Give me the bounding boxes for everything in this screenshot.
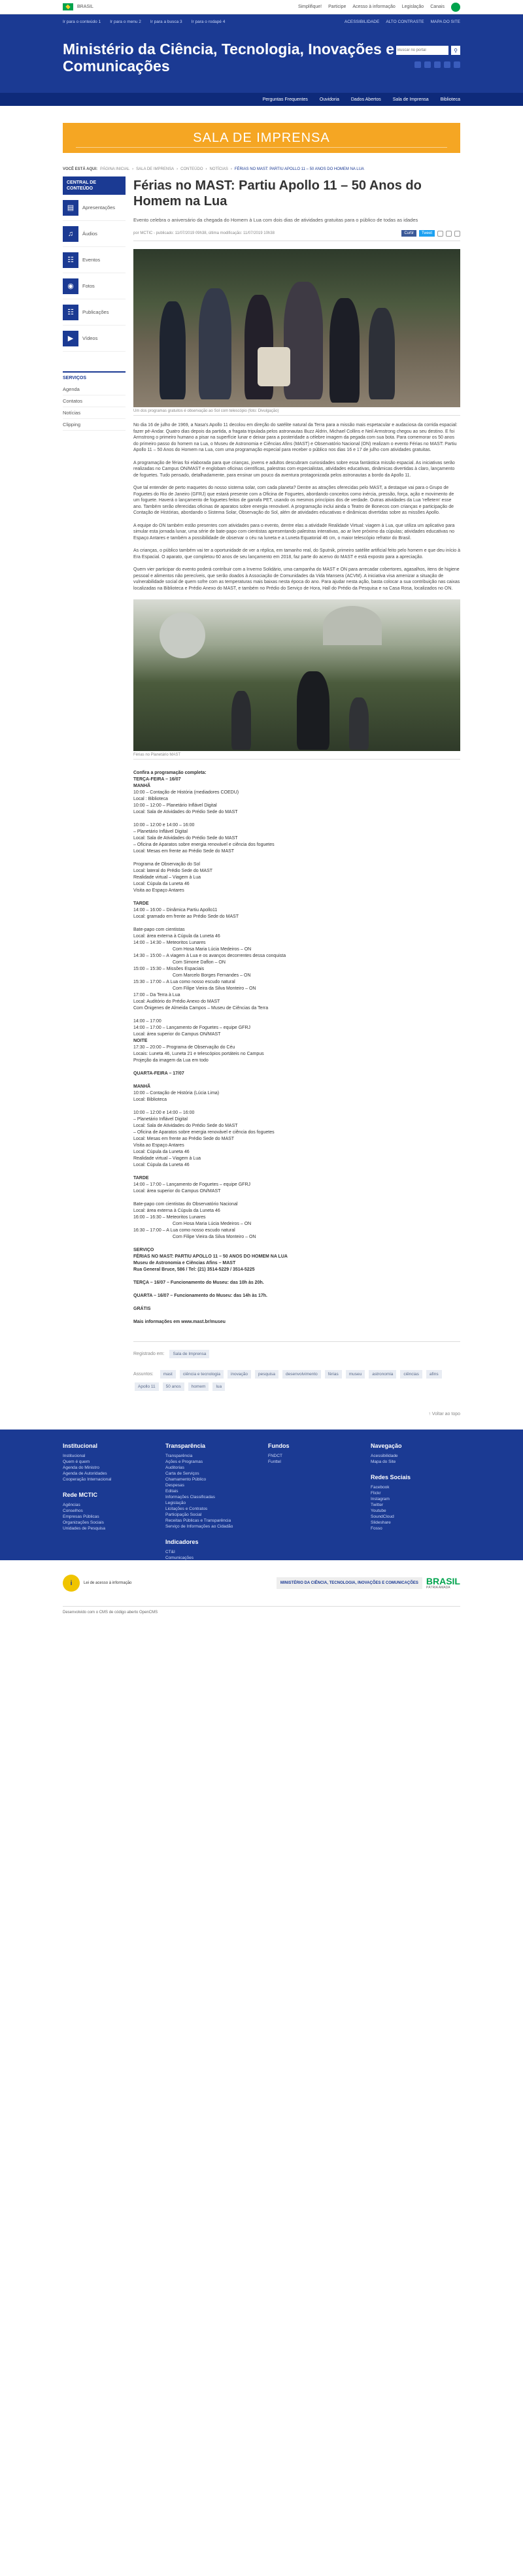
program-schedule	[133, 770, 460, 1326]
sidebar-item-label: Vídeos	[82, 335, 98, 341]
footer-link[interactable]: Serviço de Informações ao Cidadão	[165, 1524, 233, 1529]
program-spacer	[133, 1286, 460, 1293]
program-spacer	[133, 1313, 460, 1319]
footer-column	[268, 1443, 358, 1561]
program-line: 15:00 – 15:30 – Missões Espaciais	[133, 967, 205, 971]
search-icon[interactable]: ⚲	[451, 46, 460, 55]
footer-link[interactable]: Despesas	[165, 1483, 184, 1488]
program-line: – Planetário Inflável Digital	[133, 829, 188, 834]
program-line: 10:00 – Contação de História (Lúcia Lima)	[133, 1091, 220, 1096]
tag-link[interactable]: afins	[426, 1370, 442, 1379]
gov-link[interactable]: Legislação	[401, 5, 424, 9]
footer-link[interactable]: Auditorias	[165, 1465, 184, 1470]
skip-link[interactable]: Ir para o menu 2	[110, 20, 141, 24]
footer-column	[63, 1443, 152, 1561]
tag-link[interactable]: 50 anos	[163, 1382, 184, 1391]
program-line: 14:30 – 15:00 – A viagem à Lua e os avanços decorrentes dessa conquista	[133, 954, 286, 958]
calendar-icon: ☷	[63, 252, 78, 268]
article-meta: por MCTIC - publicado: 11/07/2019 09h38, última modificação: 11/07/2019 10h38	[133, 231, 275, 235]
program-line: 17:00 – Da Terra à Lua	[133, 993, 180, 997]
sidebar-heading: CENTRAL DE CONTEÚDO	[63, 176, 126, 195]
footer-heading: Indicadores	[165, 1539, 199, 1545]
tags-label: Assuntos:	[133, 1372, 154, 1377]
article	[133, 176, 460, 1416]
program-line: – Planetário Inflável Digital	[133, 1117, 188, 1122]
sidebar-item-audios[interactable]	[63, 221, 126, 247]
program-line: Local: área externa à Cúpula da Luneta 46	[133, 934, 220, 939]
breadcrumb-item[interactable]: SALA DE IMPRENSA	[136, 167, 175, 171]
footer-link[interactable]: Empresas Públicas	[63, 1514, 99, 1519]
program-line: 10:00 – 12:00 – Planetário Inflável Digital	[133, 803, 217, 808]
program-spacer	[133, 1273, 460, 1280]
nav-item-press-room[interactable]: Sala de Imprensa	[392, 97, 429, 102]
tag-link[interactable]: mast	[160, 1370, 176, 1379]
tag-link[interactable]: Apollo 11	[135, 1382, 159, 1391]
email-icon[interactable]	[446, 231, 452, 237]
footer-link[interactable]: Flickr	[371, 1491, 381, 1496]
program-line: Visita ao Espaço Antares	[133, 888, 184, 893]
photo-caption: Um dos programas gratuitos é observação ao Sol com telescópio (foto: Divulgação)	[133, 407, 460, 416]
instagram-icon[interactable]	[454, 61, 460, 68]
sidebar-link-clipping[interactable]: Clipping	[63, 419, 126, 431]
section-banner	[63, 123, 460, 153]
gov-link[interactable]: Simplifique!	[297, 5, 322, 9]
footer-column	[371, 1443, 460, 1561]
program-line: QUARTA-FEIRA – 17/07	[133, 1071, 184, 1076]
program-spacer	[133, 1012, 460, 1018]
program-line: Museu de Astronomia e Ciências Afins – MAST	[133, 1261, 236, 1265]
developer-credit: Desenvolvido com o CMS de código aberto OpenCMS	[63, 1606, 460, 1620]
footer-link[interactable]: Chamamento Público	[165, 1477, 207, 1482]
program-line: Local: gramado em frente ao Prédio Sede do MAST	[133, 914, 239, 919]
tag-link[interactable]: desenvolvimento	[282, 1370, 321, 1379]
top-nav	[0, 93, 523, 106]
facebook-like-button[interactable]: Curtir	[401, 230, 416, 237]
government-brand	[277, 1577, 460, 1590]
footer-link[interactable]: SoundCloud	[371, 1514, 394, 1519]
program-line: Confira a programação completa:	[133, 771, 207, 775]
program-line: Local: Cúpula da Luneta 46	[133, 1150, 190, 1154]
program-line: Local: Biblioteca	[133, 1097, 167, 1102]
gov-link[interactable]: Canais	[430, 5, 445, 9]
program-line: 17:30 – 20:00 – Programa de Observação do Céu	[133, 1045, 235, 1050]
sidebar-item-publications[interactable]	[63, 299, 126, 326]
program-line: Bate-papo com cientistas	[133, 928, 185, 932]
footer-link[interactable]: Agenda do Ministro	[63, 1465, 100, 1470]
information-icon: i	[63, 1575, 80, 1592]
program-line: NOITE	[133, 1039, 148, 1043]
program-line: QUARTA – 16/07 – Funcionamento do Museu: das 14h às 17h.	[133, 1294, 267, 1298]
footer-link[interactable]: Funttel	[268, 1460, 281, 1464]
program-line: Realidade virtual – Viagem à Lua	[133, 1156, 201, 1161]
accessibility-link[interactable]: ACESSIBILIDADE	[344, 20, 380, 24]
footer-link[interactable]: Agências	[63, 1503, 80, 1507]
registered-label: Registrado em:	[133, 1352, 165, 1356]
gov-bar-country[interactable]: BRASIL	[77, 5, 93, 9]
footer-link[interactable]: Legislação	[165, 1501, 186, 1505]
program-line: TERÇA – 16/07 – Funcionamento do Museu: das 10h às 20h.	[133, 1280, 264, 1285]
footer-link[interactable]: Organizações Sociais	[63, 1520, 104, 1525]
high-contrast-link[interactable]: ALTO CONTRASTE	[386, 20, 424, 24]
program-spacer	[133, 816, 460, 822]
lai-link[interactable]	[63, 1575, 131, 1592]
article-paragraph: As crianças, o público também vai ter a oportunidade de ver a réplica, em tamanho real, do Sputnik, primeiro satélite artificial feito pelo homem e que deu início à Era Espacial. O aparato, que completou 60 anos de seu lançamento em 2018, faz parte do acervo do MAST e está exposto para a apreciação.	[133, 548, 460, 560]
gov-link[interactable]: Acesso à informação	[352, 5, 396, 9]
footer-heading: Navegação	[371, 1443, 402, 1449]
footer-link[interactable]: Transparência	[165, 1454, 193, 1458]
program-line: 10:00 – Contação de História (mediadores COEDU)	[133, 790, 239, 795]
program-spacer	[133, 1077, 460, 1084]
brasil-logo[interactable]: BRASIL	[426, 1576, 460, 1586]
footer-link[interactable]: Cooperação Internacional	[63, 1477, 112, 1482]
program-line: 14:00 – 17:00 – Lançamento de Foguetes – equipe GFRJ	[133, 1182, 251, 1187]
arrow-up-icon: ↑	[428, 1412, 431, 1416]
program-line: Local: Sala de Atividades do Prédio Sede do MAST	[133, 810, 238, 814]
camera-icon: ◉	[63, 278, 78, 294]
tag-link[interactable]: homem	[188, 1382, 209, 1391]
registered-in	[133, 1348, 460, 1360]
skip-link[interactable]: Ir para o conteúdo 1	[63, 20, 101, 24]
program-line: 16:30 – 17:00 – A Lua como nosso escudo natural	[133, 1228, 235, 1233]
gov-bar	[0, 0, 523, 14]
tag-link[interactable]: astronomia	[369, 1370, 396, 1379]
program-line: TERÇA-FEIRA – 16/07	[133, 777, 181, 782]
page-body	[63, 176, 460, 1416]
program-line: 14:00 – 17:00 – Lançamento de Foguetes – equipe GFRJ	[133, 1026, 251, 1030]
program-line: Realidade virtual – Viagem à Lua	[133, 875, 201, 880]
footer-link[interactable]: Facebook	[371, 1485, 390, 1490]
program-line: Com Simone Daflon – ON	[173, 960, 226, 965]
tags-row	[133, 1369, 460, 1392]
gov-bar-links	[298, 3, 460, 12]
program-line: 14:00 – 17:00	[133, 1019, 161, 1024]
program-spacer	[133, 1169, 460, 1175]
sidebar-link-agenda[interactable]: Agenda	[63, 384, 126, 395]
sidebar-item-label: Apresentações	[82, 205, 116, 210]
program-line: Rua General Bruce, 586 / Tel: (21) 3514-5229 / 3514-5225	[133, 1267, 255, 1272]
presentation-icon: ▤	[63, 200, 78, 216]
article-photo-observatory[interactable]	[133, 599, 460, 751]
article-paragraph: Quem vier participar do evento poderá contribuir com a Inverno Solidário, uma campanha do MAST e ON para arrecadar cobertores, agasalhos, itens de higiene pessoal e alimentos não perecíveis, que serão doados à Associação de Comunidades da Vida Mansera (ACVM). A iniciativa visa amenizar a situação de vulnerabilidade social de quem sofre com as temperaturas mais baixas nesta época do ano. Para ajudar nesta ação, basta colocar a sua contribuição nas caixas localizadas na Biblioteca e Prédio Anexo do MAST, e também no Prédio do Serviço de Hora, Hall do Prédio da Pesquisa e na Casa Rosa, localizados no ON.	[133, 567, 460, 591]
footer-link[interactable]: Twitter	[371, 1503, 384, 1507]
site-title[interactable]: Ministério da Ciência, Tecnologia, Inovações e Comunicações	[63, 41, 394, 75]
brasil-badge-icon[interactable]	[451, 3, 460, 12]
gov-link[interactable]: Participe	[328, 5, 346, 9]
breadcrumb-item[interactable]: PÁGINA INICIAL	[100, 167, 130, 171]
footer-link[interactable]: Licitações e Contratos	[165, 1507, 208, 1511]
program-line: Com Marcelo Borges Fernandes – ON	[173, 973, 251, 978]
accessibility-shortcuts	[63, 20, 225, 24]
program-line: 14:00 – 16:00 – Dinâmica Partiu Apollo11	[133, 908, 218, 912]
article-lead: Evento celebra o aniversário da chegada do Homem à Lua com dois dias de atividades gratuitas para o público de todas as idades	[133, 217, 418, 223]
tag-link[interactable]: ciência e tecnologia	[180, 1370, 224, 1379]
program-line: – Oficina de Aparatos sobre energia renovável e ciência dos foguetes	[133, 843, 275, 847]
program-line: Com Ōnigenes de Almeida Campos – Museu de Ciências da Terra	[133, 1006, 269, 1011]
program-line: Bate-papo com cientistas do Observatório Nacional	[133, 1202, 238, 1207]
program-spacer	[133, 1299, 460, 1306]
brasil-tagline: PÁTRIA AMADA	[426, 1586, 450, 1590]
footer-link[interactable]: Mapa do Site	[371, 1460, 396, 1464]
tag-link[interactable]: ciências	[400, 1370, 422, 1379]
social-icons	[414, 61, 460, 68]
page-title: Férias no MAST: Partiu Apollo 11 – 50 Anos do Homem na Lua	[133, 178, 422, 209]
article-photo-crowd[interactable]	[133, 249, 460, 407]
breadcrumb: VOCÊ ESTÁ AQUI: PÁGINA INICIAL › SALA DE IMPRENSA › CONTEÚDO › NOTÍCIAS › FÉRIAS NO MAST: PARTIU APOLLO 11 – 50 ANOS DO HOMEM NA LUA	[63, 167, 364, 171]
nav-item-library[interactable]: Biblioteca	[440, 97, 460, 102]
share-tools	[401, 230, 460, 237]
program-spacer	[133, 1103, 460, 1110]
twitter-icon[interactable]	[424, 61, 431, 68]
breadcrumb-item[interactable]: NOTÍCIAS	[209, 167, 228, 171]
program-line: Local: área superior do Campus ON/MAST	[133, 1189, 221, 1194]
footer-heading: Fundos	[268, 1443, 290, 1449]
breadcrumb-item[interactable]: CONTEÚDO	[180, 167, 203, 171]
program-line: Com Filipe Vieira da Silva Monteiro – ON	[173, 1235, 256, 1239]
article-body	[133, 422, 460, 592]
program-line: Local: Cúpula da Luneta 46	[133, 882, 190, 886]
sidebar-item-photos[interactable]	[63, 273, 126, 299]
program-line: Local: área superior do Campus ON/MAST	[133, 1032, 221, 1037]
sidebar	[63, 176, 126, 1416]
sidebar-item-label: Publicações	[82, 309, 109, 315]
photo-caption: Férias no Planetário MAST	[133, 751, 460, 760]
program-line: SERVIÇO	[133, 1248, 154, 1252]
program-line: Com Hosa Maria Lúcia Medeiros – ON	[173, 947, 252, 952]
sidebar-item-videos[interactable]	[63, 326, 126, 352]
accessibility-options	[345, 20, 460, 24]
program-line: 10:00 – 12:00 e 14:00 – 16:00	[133, 1111, 195, 1115]
program-line: Local: Auditório do Prédio Anexo do MAST	[133, 999, 220, 1004]
program-line: Com Hosa Maria Lúcia Medeiros – ON	[173, 1222, 252, 1226]
article-paragraph: A equipe do ON também estão presentes com atividades para o evento, dentre elas a atividade Realidade Virtual: viagem à Lua, que utiliza um aplicativo para simular esta jornada lunar, uma série de bate-papo com cientistas apresentando palestras interativas, ao ar livre próximo da cúpulas; atividades educativas no Espaço Antares e também a possibilidade de observar o céu na luneta e a Luneta Equatorial 46 cm, o maior telescópio refrator do Brasil.	[133, 523, 455, 541]
tags-box	[133, 1341, 460, 1392]
program-spacer	[133, 1064, 460, 1071]
footer-heading: Institucional	[63, 1443, 98, 1449]
tag-link[interactable]: lua	[212, 1382, 225, 1391]
sidebar-item-label: Fotos	[82, 283, 95, 289]
youtube-icon[interactable]	[434, 61, 441, 68]
program-spacer	[133, 1195, 460, 1201]
sidebar-item-events[interactable]	[63, 247, 126, 273]
program-line: Com Filipe Vieira da Silva Monteiro – ON	[173, 986, 256, 991]
article-paragraph: Que tal entender de perto maquetes do nosso sistema solar, com cada planeta? Dentre as atrações oferecidas pelo MAST, a destaque vai para o Grupo de Foguetes do Rio de Janeiro (GFRJ) que estará presente com a Oficina de Foguetes, abordando conceitos como inércia, pressão, força, ação e movimento de um foguete. Haverá o lançamento de foguetes feitos de garrafa PET, usando os mesmos princípios dos de verdade. Outras atividades da Lua 'refletem' esse ano. Também serão oferecidas oficinas de aparatos sobre energia renovável. A programação inclui ainda o Teatro de Bonecos com crianças e participação de Contação de Histórias, abordando o Sistema Solar, Observação do Sol, além de atividades educativas e dinâmicas divertidas sobre as missões Apollo.	[133, 486, 454, 515]
program-spacer	[133, 1241, 460, 1247]
footer-link[interactable]: Acessibilidade	[371, 1454, 398, 1458]
footer-column	[165, 1443, 255, 1561]
program-line: 15:30 – 17:00 – A Lua como nosso escudo natural	[133, 980, 235, 984]
program-line: Visita ao Espaço Antares	[133, 1143, 184, 1148]
program-line: MANHÃ	[133, 784, 151, 788]
footer-link[interactable]: Participação Social	[165, 1513, 202, 1517]
program-line: GRÁTIS	[133, 1307, 151, 1311]
tag-link[interactable]: museu	[346, 1370, 365, 1379]
skip-link[interactable]: Ir para a busca 3	[150, 20, 182, 24]
footer-heading: Transparência	[165, 1443, 206, 1449]
program-line: Mais informações em www.mast.br/museu	[133, 1320, 226, 1324]
footer-link[interactable]: Quem é quem	[63, 1460, 90, 1464]
program-line: Local: Cúpula da Luneta 46	[133, 1163, 190, 1167]
program-line: Local: área externa à Cúpula da Luneta 46	[133, 1209, 220, 1213]
banner-title: SALA DE IMPRENSA	[193, 130, 330, 145]
program-line: 10:00 – 12:00 e 14:00 – 16:00	[133, 823, 195, 828]
article-meta-row	[133, 230, 460, 241]
footer-link[interactable]: Comunicações	[165, 1556, 194, 1560]
gov-bar-left	[63, 3, 93, 10]
footer-link[interactable]: Institucional	[63, 1454, 86, 1458]
program-line: Local: Sala de Atividades do Prédio Sede do MAST	[133, 1124, 238, 1128]
program-line: Locais: Luneta 46, Luneta 21 e telescópios portáteis no Campus	[133, 1052, 264, 1056]
sidebar-item-label: Eventos	[82, 257, 101, 263]
footer-columns	[63, 1430, 460, 1561]
footer-link[interactable]: Instagram	[371, 1497, 390, 1501]
brazil-flag-icon[interactable]	[63, 3, 73, 10]
search-input[interactable]	[396, 46, 448, 55]
program-line: TARDE	[133, 901, 149, 906]
tag-link[interactable]: pesquisa	[255, 1370, 278, 1379]
nav-item-faq[interactable]: Perguntas Frequentes	[262, 97, 308, 102]
article-paragraph: A programação de férias foi elaborada para que crianças, jovens e adultos descubram curiosidades sobre essa fantástica missão espacial. As iniciativas serão realizadas no Campus ON/MAST e englobam oficinas científicas, palestras com especialistas, atividades educativas, dinâmicas divertidas à claro, lançamento de foguetes. Tudo pensado, detalhadamente, para ensinar um pouco da aventura protagonizada pelos astronautas a bordo da Apollo 11.	[133, 460, 455, 478]
program-line: Projeção da imagem da Lua em todo	[133, 1058, 209, 1063]
footer-link[interactable]: Youtube	[371, 1509, 386, 1513]
video-icon: ▶	[63, 331, 78, 346]
program-spacer	[133, 920, 460, 927]
site-header	[0, 14, 523, 106]
nav-item-open-data[interactable]: Dados Abertos	[350, 97, 381, 102]
program-line: 14:00 – 14:30 – Meteoritos Lunares	[133, 941, 206, 945]
program-spacer	[133, 894, 460, 901]
program-line: MANHÃ	[133, 1084, 151, 1089]
search-box	[396, 46, 460, 55]
sidebar-services-heading: SERVIÇOS	[63, 371, 126, 384]
breadcrumb-label: VOCÊ ESTÁ AQUI:	[63, 167, 98, 171]
sitemap-link[interactable]: MAPA DO SITE	[430, 20, 460, 24]
footer-link[interactable]: Receitas Públicas e Transparência	[165, 1518, 231, 1523]
tag-link[interactable]: inovação	[228, 1370, 251, 1379]
footer-link[interactable]: CT&I	[165, 1550, 175, 1554]
program-line: Local: Sala de Atividades do Prédio Sede do MAST	[133, 836, 238, 841]
footer-link[interactable]: Carta de Serviços	[165, 1471, 199, 1476]
sidebar-link-contacts[interactable]: Contatos	[63, 395, 126, 407]
program-line: Local : Biblioteca	[133, 797, 168, 801]
registered-tag[interactable]: Sala de Imprensa	[169, 1350, 209, 1358]
footer-heading: Rede MCTIC	[63, 1492, 98, 1498]
back-to-top-link[interactable]: ↑ Voltar ao topo	[428, 1412, 460, 1416]
sidebar-link-news[interactable]: Notícias	[63, 407, 126, 419]
program-line: Programa de Observação do Sol	[133, 862, 200, 867]
sidebar-item-label: Áudios	[82, 231, 97, 237]
program-line: TARDE	[133, 1176, 149, 1180]
nav-item-ouvidoria[interactable]: Ouvidoria	[319, 97, 339, 102]
ministry-logo[interactable]: MINISTÉRIO DA CIÊNCIA, TECNOLOGIA, INOVAÇÕES E COMUNICAÇÕES	[277, 1577, 422, 1589]
program-line: Local: Mesas em frente ao Prédio Sede do MAST	[133, 1137, 235, 1141]
footer-link[interactable]: FNDCT	[268, 1454, 283, 1458]
program-line: – Oficina de Aparatos sobre energia renovável e ciência dos foguetes	[133, 1130, 275, 1135]
footer-link[interactable]: Ações e Programas	[165, 1460, 203, 1464]
program-line: Local: Mesas em frente ao Prédio Sede do MAST	[133, 849, 235, 854]
lai-label: Lei de acesso à informação	[84, 1581, 132, 1585]
program-spacer	[133, 855, 460, 861]
breadcrumb-current: FÉRIAS NO MAST: PARTIU APOLLO 11 – 50 ANOS DO HOMEM NA LUA	[234, 167, 364, 171]
footer-link[interactable]: Editais	[165, 1489, 178, 1494]
flickr-icon[interactable]	[444, 61, 450, 68]
footer-link[interactable]: Conselhos	[63, 1509, 83, 1513]
font-size-icon[interactable]	[454, 231, 460, 237]
sidebar-item-presentations[interactable]	[63, 195, 126, 221]
audio-icon: ♫	[63, 226, 78, 242]
footer-link[interactable]: Informações Classificadas	[165, 1495, 215, 1499]
print-icon[interactable]	[437, 231, 443, 237]
site-footer	[0, 1430, 523, 1560]
skip-link[interactable]: Ir para o rodapé 4	[191, 20, 226, 24]
footer-link[interactable]: Fosso	[371, 1526, 382, 1531]
tag-link[interactable]: férias	[325, 1370, 342, 1379]
program-line: FÉRIAS NO MAST: PARTIU APOLLO 11 – 50 ANOS DO HOMEM NA LUA	[133, 1254, 288, 1259]
article-paragraph: No dia 16 de julho de 1969, a Nasa's Apollo 11 decolou em direção do satélite natural da Terra para a missão mais espetacular e audaciosa da corrida espacial: fazer pé-Andar. Quatro dias depois da partida, a fragata tripulada pelos astronautas Buzz Aldrin, Michael Collins e Neil Armstrong chegou ao seu destino. E foi Armstrong o primeiro humano a pisar na superfície lunar e deixar para a posteridade a célebre imagem da pegada com sua bota. Para comemorar os 50 anos do primeiro passo do homem na Lua, o Museu de Astronomia e Ciências Afins (MAST) e Observatório Nacional (ON) realizam o evento Férias no MAST: Partiu Apollo 11 – 50 Anos do Homem na Lua, com uma programação especial para receber o público nos dias 16 e 17 de julho com atividades gratuitas.	[133, 423, 458, 452]
program-line: 16:00 – 16:30 – Meteoritos Lunares	[133, 1215, 206, 1220]
book-icon: ☷	[63, 305, 78, 320]
tweet-button[interactable]: Tweet	[419, 230, 435, 237]
program-line: Local: lateral do Prédio Sede do MAST	[133, 869, 213, 873]
footer-link[interactable]: Slideshare	[371, 1520, 391, 1525]
footer-link[interactable]: Agenda de Autoridades	[63, 1471, 107, 1476]
footer-heading: Redes Sociais	[371, 1474, 411, 1480]
footer-bottom	[63, 1560, 460, 1606]
footer-link[interactable]: Unidades de Pesquisa	[63, 1526, 106, 1531]
facebook-icon[interactable]	[414, 61, 421, 68]
